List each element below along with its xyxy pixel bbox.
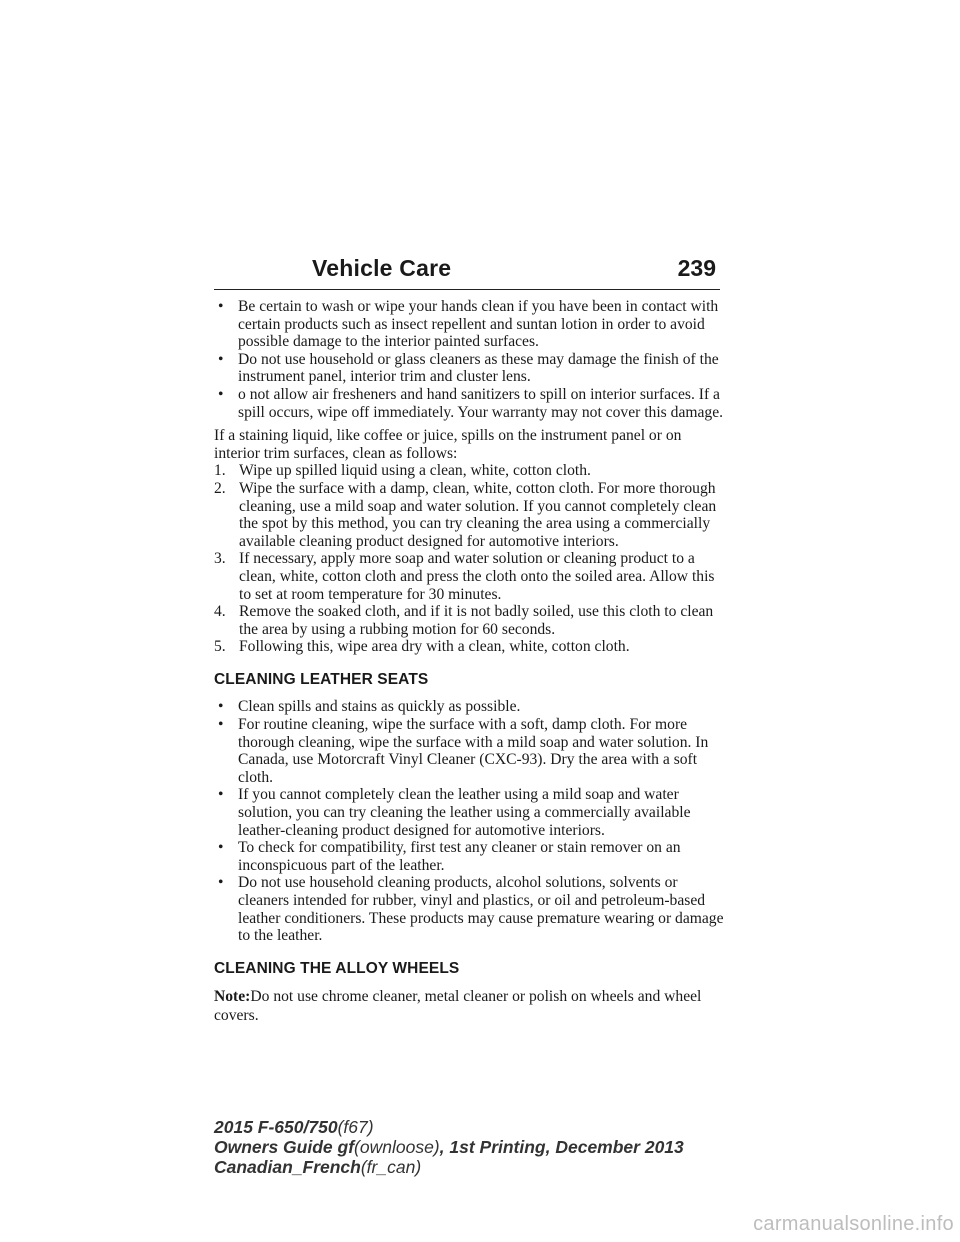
bullet-icon: • [218, 874, 224, 892]
page-number: 239 [677, 255, 716, 281]
page-header [214, 255, 720, 290]
list-item: 3. If necessary, apply more soap and water solution or cleaning product to a clean, white, cotton cloth and press the cloth onto the soiled area. Allow this to set at room temperature for 30 minutes. [214, 550, 715, 603]
bullet-icon: • [218, 298, 224, 315]
step-number: 2. [214, 479, 226, 497]
bullet-icon: • [218, 698, 224, 716]
note-text: Do not use chrome cleaner, metal cleaner or polish on wheels and wheel covers. [214, 988, 702, 1025]
list-item: • If you cannot completely clean the leather using a mild soap and water solution, you can try cleaning the leather using a commercially available leather-cleaning product designed for automotive interiors. [218, 786, 691, 839]
bullet-icon: • [218, 716, 224, 734]
step-number: 3. [214, 550, 226, 568]
list-item: 5. Following this, wipe area dry with a clean, white, cotton cloth. [214, 638, 630, 656]
list-item: • Clean spills and stains as quickly as possible. [218, 698, 521, 716]
bullet-icon: • [218, 350, 224, 368]
bullet-icon: • [218, 839, 224, 857]
staining-intro: If a staining liquid, like coffee or juice, spills on the instrument panel or on interior trim surfaces, clean as follows: [214, 427, 682, 462]
list-item: • For routine cleaning, wipe the surface with a soft, damp cloth. For more thorough cleaning, wipe the surface with a mild soap and water solution. In Canada, use Motorcraft Vinyl Cleaner (CXC-93). Dry the area with a soft cloth. [218, 716, 709, 786]
list-item: • o not allow air fresheners and hand sanitizers to spill on interior surfaces. If a spill occurs, wipe off immediately. Your warranty may not cover this damage. [218, 385, 724, 421]
bullet-icon: • [218, 385, 224, 403]
step-number: 5. [214, 638, 226, 656]
list-item: • Do not use household or glass cleaners as these may damage the finish of the instrument panel, interior trim and cluster lens. [218, 350, 719, 386]
list-item: 4. Remove the soaked cloth, and if it is not badly soiled, use this cloth to clean the area by using a rubbing motion for 60 seconds. [214, 603, 714, 638]
footer-line-2: Owners Guide gf(ownloose), 1st Printing, December 2013 [214, 1137, 684, 1157]
section-title: Vehicle Care [312, 255, 452, 281]
page-body [214, 298, 724, 1041]
list-item: 1. Wipe up spilled liquid using a clean, white, cotton cloth. [214, 462, 591, 480]
print-footer [214, 1117, 684, 1177]
list-item: 2. Wipe the surface with a damp, clean, white, cotton cloth. For more thorough cleaning, use a mild soap and water solution. If you cannot completely clean the spot by this method, you can try cleaning the area using a commercially available cleaning product designed for automotive interiors. [214, 479, 717, 550]
leather-bullet-list [214, 698, 724, 944]
list-item: • To check for compatibility, first test any cleaner or stain remover on an inconspicuous part of the leather. [218, 839, 681, 874]
wheels-heading: CLEANING THE ALLOY WHEELS [214, 959, 460, 977]
intro-bullet-list [214, 298, 724, 421]
bullet-icon: • [218, 786, 224, 804]
wheels-note [214, 987, 724, 1025]
cleaning-steps-list [214, 462, 724, 656]
leather-heading: CLEANING LEATHER SEATS [214, 670, 429, 688]
note-label: Note: [214, 988, 251, 1006]
list-item: • Be certain to wash or wipe your hands clean if you have been in contact with certain products such as insect repellent and suntan lotion in order to avoid possible damage to the interior painted surfaces. [218, 298, 719, 351]
watermark-text: carmanualsonline.info [753, 1213, 954, 1235]
footer-line-3: Canadian_French(fr_can) [214, 1157, 422, 1177]
step-number: 1. [214, 462, 226, 480]
footer-line-1: 2015 F-650/750(f67) [214, 1117, 374, 1137]
list-item: • Do not use household cleaning products, alcohol solutions, solvents or cleaners intended for rubber, vinyl and plastics, or oil and petroleum-based leather conditioners. These products may cause premature wearing or damage to the leather. [218, 874, 724, 945]
step-number: 4. [214, 603, 226, 621]
